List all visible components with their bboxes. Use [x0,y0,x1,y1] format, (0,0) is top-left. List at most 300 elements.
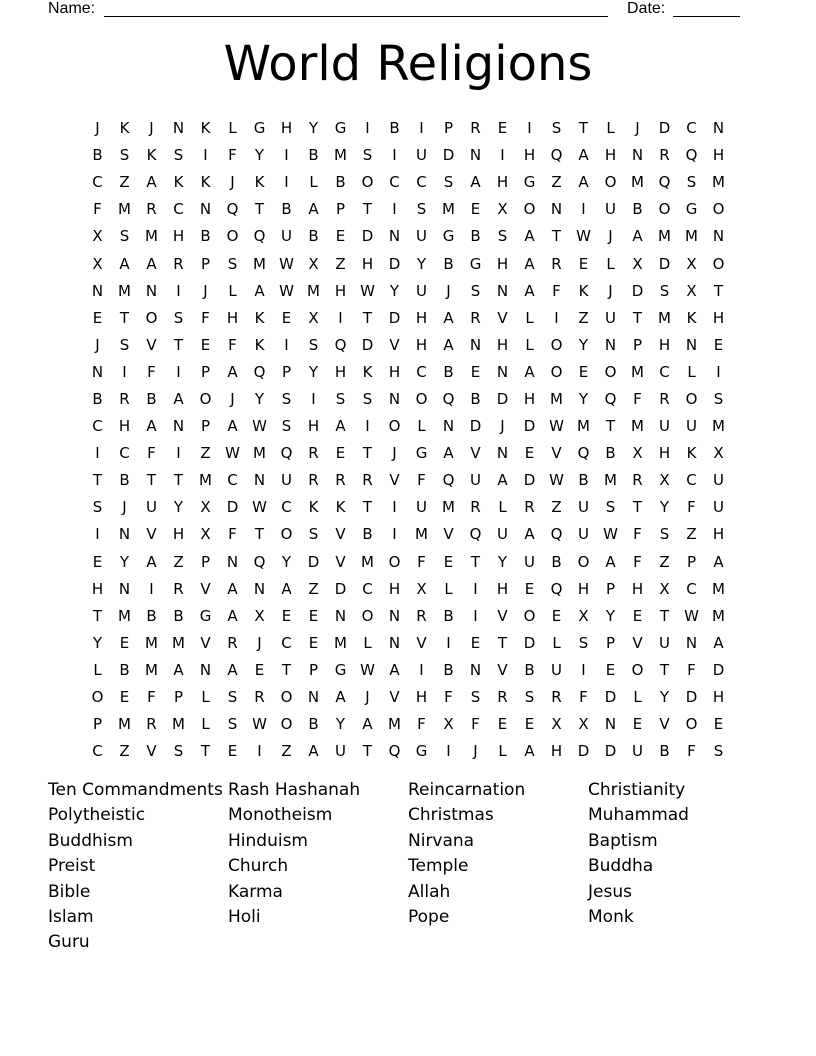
grid-letter: J [446,281,451,300]
grid-letter: V [200,579,211,598]
grid-letter: W [225,444,240,463]
grid-letter: D [577,742,590,761]
grid-letter: X [659,471,670,490]
grid-letter: X [578,715,589,734]
grid-letter: A [146,254,157,273]
grid-letter: O [523,200,536,219]
grid-letter: Q [685,146,698,165]
grid-letter: I [473,579,478,598]
grid-letter: F [687,660,696,679]
grid-letter: Q [550,579,563,598]
grid-letter: L [363,633,372,652]
grid-letter: I [95,444,100,463]
grid-letter: C [92,173,103,192]
grid-letter: H [631,579,644,598]
grid-letter: F [444,688,453,707]
grid-letter: N [442,417,455,436]
word-list-item: Church [228,856,289,877]
grid-letter: L [444,579,453,598]
grid-letter: B [200,227,211,246]
grid-letter: B [362,525,373,544]
grid-letter: F [633,552,642,571]
grid-letter: Q [550,525,563,544]
grid-letter: E [335,444,346,463]
grid-letter: W [549,471,564,490]
grid-letter: E [308,606,319,625]
grid-letter: O [685,715,698,734]
grid-letter: F [228,335,237,354]
grid-letter: X [92,254,103,273]
grid-letter: T [362,444,373,463]
grid-letter: X [497,200,508,219]
grid-letter: K [119,119,130,138]
grid-letter: R [416,606,427,625]
grid-letter: O [604,173,617,192]
grid-letter: M [415,525,428,544]
grid-letter: A [335,688,346,707]
grid-letter: E [524,444,535,463]
word-list-item: Muhammad [588,805,689,826]
grid-letter: O [550,335,563,354]
grid-letter: H [388,579,401,598]
grid-letter: A [362,715,373,734]
grid-letter: T [146,471,157,490]
grid-letter: U [659,417,670,436]
grid-letter: C [92,417,103,436]
grid-letter: M [118,715,131,734]
word-list-item: Monk [588,906,634,927]
grid-letter: L [228,281,237,300]
grid-letter: M [172,633,185,652]
grid-letter: F [579,688,588,707]
grid-letter: M [658,308,671,327]
grid-letter: P [200,362,211,381]
grid-letter: T [92,471,103,490]
grid-letter: E [227,742,238,761]
grid-letter: E [92,308,103,327]
grid-letter: A [227,579,238,598]
grid-letter: V [389,471,400,490]
date-blank-line[interactable] [673,16,740,17]
grid-letter: Q [226,200,239,219]
grid-letter: N [199,660,212,679]
grid-letter: A [308,742,319,761]
grid-letter: F [147,444,156,463]
grid-letter: I [365,119,370,138]
grid-letter: E [497,119,508,138]
grid-letter: N [172,119,185,138]
grid-letter: J [608,227,613,246]
grid-letter: A [227,606,238,625]
grid-letter: S [713,389,724,408]
grid-letter: X [200,525,211,544]
grid-letter: A [281,579,292,598]
grid-letter: P [632,335,643,354]
grid-letter: D [469,417,482,436]
grid-letter: Q [442,471,455,490]
grid-letter: B [92,146,103,165]
grid-letter: R [254,688,265,707]
grid-letter: T [632,308,643,327]
grid-letter: T [254,525,265,544]
grid-letter: E [713,715,724,734]
grid-letter: P [605,579,616,598]
grid-letter: T [605,417,616,436]
grid-letter: W [360,281,375,300]
grid-letter: S [443,173,454,192]
grid-letter: N [469,660,482,679]
grid-letter: B [605,444,616,463]
grid-letter: V [497,660,508,679]
grid-letter: A [119,254,130,273]
grid-letter: M [253,444,266,463]
grid-letter: N [226,552,239,571]
grid-letter: R [551,254,562,273]
grid-letter: R [119,389,130,408]
grid-letter: U [632,742,643,761]
grid-letter: N [388,633,401,652]
grid-letter: U [416,227,427,246]
grid-letter: H [307,417,320,436]
grid-letter: S [308,525,319,544]
grid-letter: D [523,633,536,652]
grid-letter: U [578,525,589,544]
grid-letter: K [173,173,184,192]
grid-letter: O [685,389,698,408]
grid-letter: C [389,173,400,192]
grid-letter: Y [416,254,427,273]
grid-letter: F [633,525,642,544]
grid-letter: S [173,742,184,761]
grid-letter: C [416,362,427,381]
grid-letter: G [415,742,428,761]
grid-letter: R [470,119,481,138]
grid-letter: G [523,173,536,192]
grid-letter: A [578,173,589,192]
word-list-item: Bible [48,881,91,902]
grid-letter: D [523,471,536,490]
grid-letter: J [230,389,235,408]
grid-letter: N [388,389,401,408]
grid-letter: I [203,146,208,165]
grid-letter: H [334,362,347,381]
grid-letter: E [92,552,103,571]
grid-letter: V [443,525,454,544]
grid-letter: N [388,227,401,246]
grid-letter: N [496,281,509,300]
grid-letter: I [446,742,451,761]
grid-letter: J [500,417,505,436]
grid-letter: N [388,606,401,625]
grid-letter: T [92,606,103,625]
grid-letter: B [92,389,103,408]
grid-letter: H [226,308,239,327]
word-list-item: Monotheism [228,805,333,826]
grid-letter: G [199,606,212,625]
grid-letter: R [146,200,157,219]
grid-letter: O [280,688,293,707]
grid-letter: O [631,660,644,679]
grid-letter: R [362,471,373,490]
word-list-item: Jesus [588,881,632,902]
grid-letter: U [416,498,427,517]
grid-letter: U [497,525,508,544]
grid-letter: I [446,633,451,652]
grid-letter: H [415,335,428,354]
grid-letter: N [118,579,131,598]
grid-letter: L [93,660,102,679]
grid-letter: P [200,552,211,571]
grid-letter: J [257,633,262,652]
word-list-item: Christianity [588,780,686,800]
grid-letter: K [362,362,373,381]
grid-letter: I [284,173,289,192]
grid-letter: L [228,119,237,138]
grid-letter: S [551,119,562,138]
grid-letter: O [388,417,401,436]
grid-letter: I [365,417,370,436]
grid-letter: S [119,335,130,354]
grid-letter: U [281,227,292,246]
grid-letter: Z [551,498,562,517]
grid-letter: A [254,281,265,300]
grid-letter: B [659,742,670,761]
grid-letter: Y [92,633,103,652]
grid-letter: B [119,660,130,679]
grid-letter: G [415,444,428,463]
grid-letter: A [308,200,319,219]
grid-letter: F [687,498,696,517]
grid-letter: H [388,362,401,381]
grid-letter: F [471,715,480,734]
grid-letter: V [335,552,346,571]
grid-letter: T [362,308,373,327]
word-list-item: Preist [48,856,96,877]
grid-letter: N [253,471,266,490]
grid-letter: Y [578,335,589,354]
grid-letter: E [470,362,481,381]
grid-letter: G [253,119,266,138]
grid-letter: H [712,146,725,165]
grid-letter: H [91,579,104,598]
grid-letter: X [659,579,670,598]
header-line [48,0,748,22]
grid-letter: T [254,200,265,219]
grid-letter: M [712,606,725,625]
grid-letter: N [685,335,698,354]
grid-letter: S [470,688,481,707]
grid-letter: B [146,606,157,625]
grid-letter: Q [253,362,266,381]
grid-letter: L [525,335,534,354]
grid-letter: M [118,281,131,300]
grid-letter: W [603,525,618,544]
grid-letter: I [257,742,262,761]
grid-letter: Z [200,444,211,463]
grid-letter: Y [605,606,616,625]
word-list-item: Hinduism [228,830,308,851]
word-list-item: Polytheistic [48,805,146,826]
grid-letter: C [416,173,427,192]
grid-letter: G [334,660,347,679]
grid-letter: P [443,119,454,138]
grid-letter: K [578,281,589,300]
grid-letter: N [469,335,482,354]
grid-letter: M [118,200,131,219]
grid-letter: B [308,227,319,246]
grid-letter: Y [335,715,346,734]
grid-letter: A [227,362,238,381]
grid-letter: V [632,633,643,652]
grid-letter: Y [389,281,400,300]
grid-letter: H [577,579,590,598]
grid-letter: A [632,227,643,246]
grid-letter: M [631,417,644,436]
grid-letter: A [227,417,238,436]
grid-letter: J [122,498,127,517]
grid-letter: O [658,200,671,219]
grid-letter: V [551,444,562,463]
grid-letter: B [308,715,319,734]
name-blank-line[interactable] [104,16,608,17]
grid-letter: H [361,254,374,273]
grid-letter: U [605,308,616,327]
grid-letter: Z [686,525,697,544]
word-list-item: Holi [228,906,261,927]
grid-letter: B [632,200,643,219]
grid-letter: J [95,119,100,138]
grid-letter: J [608,281,613,300]
grid-letter: V [146,742,157,761]
grid-letter: C [686,471,697,490]
grid-letter: I [95,525,100,544]
grid-letter: P [335,200,346,219]
grid-letter: I [392,200,397,219]
grid-letter: T [200,742,211,761]
grid-letter: E [254,660,265,679]
grid-letter: O [604,362,617,381]
grid-letter: A [524,281,535,300]
grid-letter: G [334,119,347,138]
grid-letter: L [309,173,318,192]
grid-letter: W [252,715,267,734]
grid-letter: D [334,579,347,598]
grid-letter: H [415,308,428,327]
grid-letter: L [552,633,561,652]
grid-letter: Y [254,389,265,408]
grid-letter: O [361,173,374,192]
grid-letter: R [470,498,481,517]
grid-letter: L [417,417,426,436]
grid-letter: I [392,498,397,517]
grid-letter: I [149,579,154,598]
grid-letter: T [119,308,130,327]
grid-letter: E [119,633,130,652]
grid-letter: A [443,335,454,354]
grid-letter: N [712,227,725,246]
grid-letter: I [176,362,181,381]
grid-letter: O [523,606,536,625]
grid-letter: F [147,362,156,381]
word-list [48,779,768,957]
grid-letter: T [497,633,508,652]
grid-letter: F [417,715,426,734]
grid-letter: P [200,417,211,436]
grid-letter: C [686,119,697,138]
grid-letter: K [146,146,157,165]
grid-letter: B [146,389,157,408]
grid-letter: I [419,660,424,679]
grid-letter: N [604,715,617,734]
grid-letter: M [550,389,563,408]
grid-letter: P [308,660,319,679]
grid-letter: S [578,633,589,652]
grid-letter: R [308,444,319,463]
grid-letter: J [473,742,478,761]
word-list-item: Christmas [408,805,494,826]
grid-letter: Y [659,498,670,517]
grid-letter: G [442,227,455,246]
grid-letter: Q [658,173,671,192]
grid-letter: N [685,633,698,652]
page-title: World Religions [223,36,593,92]
grid-letter: N [631,146,644,165]
grid-letter: B [173,606,184,625]
grid-letter: X [551,715,562,734]
grid-letter: Y [119,552,130,571]
grid-letter: E [119,688,130,707]
grid-letter: U [713,498,724,517]
grid-letter: L [525,308,534,327]
grid-letter: D [685,688,698,707]
grid-letter: Y [659,688,670,707]
grid-letter: Z [308,579,319,598]
grid-letter: U [524,552,535,571]
grid-letter: F [417,471,426,490]
word-list-item: Buddhism [48,830,133,851]
grid-letter: I [581,200,586,219]
grid-letter: K [335,498,346,517]
grid-letter: H [496,579,509,598]
grid-letter: O [415,389,428,408]
grid-letter: J [635,119,640,138]
grid-letter: I [473,606,478,625]
grid-letter: V [389,688,400,707]
grid-letter: Z [173,552,184,571]
grid-letter: D [442,146,455,165]
grid-letter: X [416,579,427,598]
grid-letter: L [606,119,615,138]
grid-letter: N [496,444,509,463]
grid-letter: M [388,715,401,734]
grid-letter: Z [551,173,562,192]
grid-letter: X [632,254,643,273]
grid-letter: M [334,146,347,165]
grid-letter: E [551,606,562,625]
grid-letter: I [176,444,181,463]
grid-letter: E [497,715,508,734]
grid-letter: R [632,471,643,490]
grid-letter: M [685,227,698,246]
grid-letter: N [118,525,131,544]
grid-letter: Y [281,552,292,571]
grid-letter: A [605,552,616,571]
grid-letter: I [338,308,343,327]
grid-letter: F [633,389,642,408]
grid-letter: S [173,308,184,327]
grid-letter: D [523,417,536,436]
grid-letter: C [173,200,184,219]
